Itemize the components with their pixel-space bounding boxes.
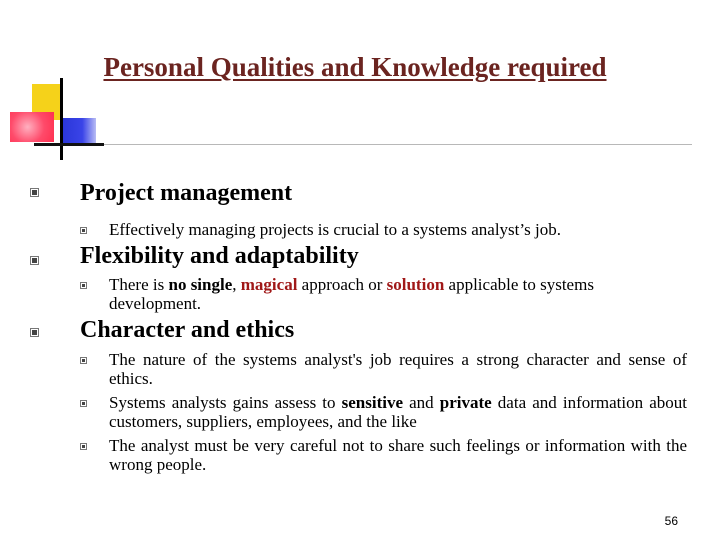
item-bullet-icon — [80, 443, 87, 450]
section-heading-character-ethics: Character and ethics — [80, 317, 295, 343]
text-run: approach or — [297, 275, 387, 294]
text-run: and — [403, 393, 440, 412]
text-run: applicable to systems development. — [109, 275, 594, 313]
horizontal-rule-dark — [34, 143, 104, 146]
emphasis-text: magical — [240, 275, 298, 294]
list-item: The analyst must be very careful not to share such feelings or information with the wrong people. — [109, 436, 687, 474]
item-bullet-icon — [80, 282, 87, 289]
blue-square-decoration — [62, 118, 96, 144]
slide-title: Personal Qualities and Knowledge required — [103, 52, 607, 82]
text-run: , — [232, 275, 241, 294]
section-heading-flexibility: Flexibility and adaptability — [80, 243, 359, 269]
item-bullet-icon — [80, 357, 87, 364]
list-item — [109, 393, 687, 431]
red-square-decoration — [10, 112, 54, 142]
vertical-rule — [60, 78, 63, 160]
section-bullet-icon — [30, 188, 39, 197]
emphasis-text: solution — [386, 275, 445, 294]
list-item: Effectively managing projects is crucial to a systems analyst’s job. — [109, 220, 561, 239]
text-run: Systems analysts gains assess to — [109, 393, 342, 412]
text-run: data and information about customers, suppliers, employees, and the like — [109, 393, 688, 431]
emphasis-text: private — [439, 393, 492, 412]
section-bullet-icon — [30, 328, 39, 337]
list-item: The nature of the systems analyst's job requires a strong character and sense of ethics. — [109, 350, 687, 388]
emphasis-text: sensitive — [341, 393, 404, 412]
emphasis-text: no single — [168, 275, 233, 294]
horizontal-rule-grey — [104, 144, 692, 145]
page-number: 56 — [664, 514, 678, 528]
item-bullet-icon — [80, 227, 87, 234]
section-bullet-icon — [30, 256, 39, 265]
section-heading-project-management: Project management — [80, 180, 293, 206]
item-bullet-icon — [80, 400, 87, 407]
text-run: There is — [109, 275, 169, 294]
list-item — [109, 275, 687, 313]
